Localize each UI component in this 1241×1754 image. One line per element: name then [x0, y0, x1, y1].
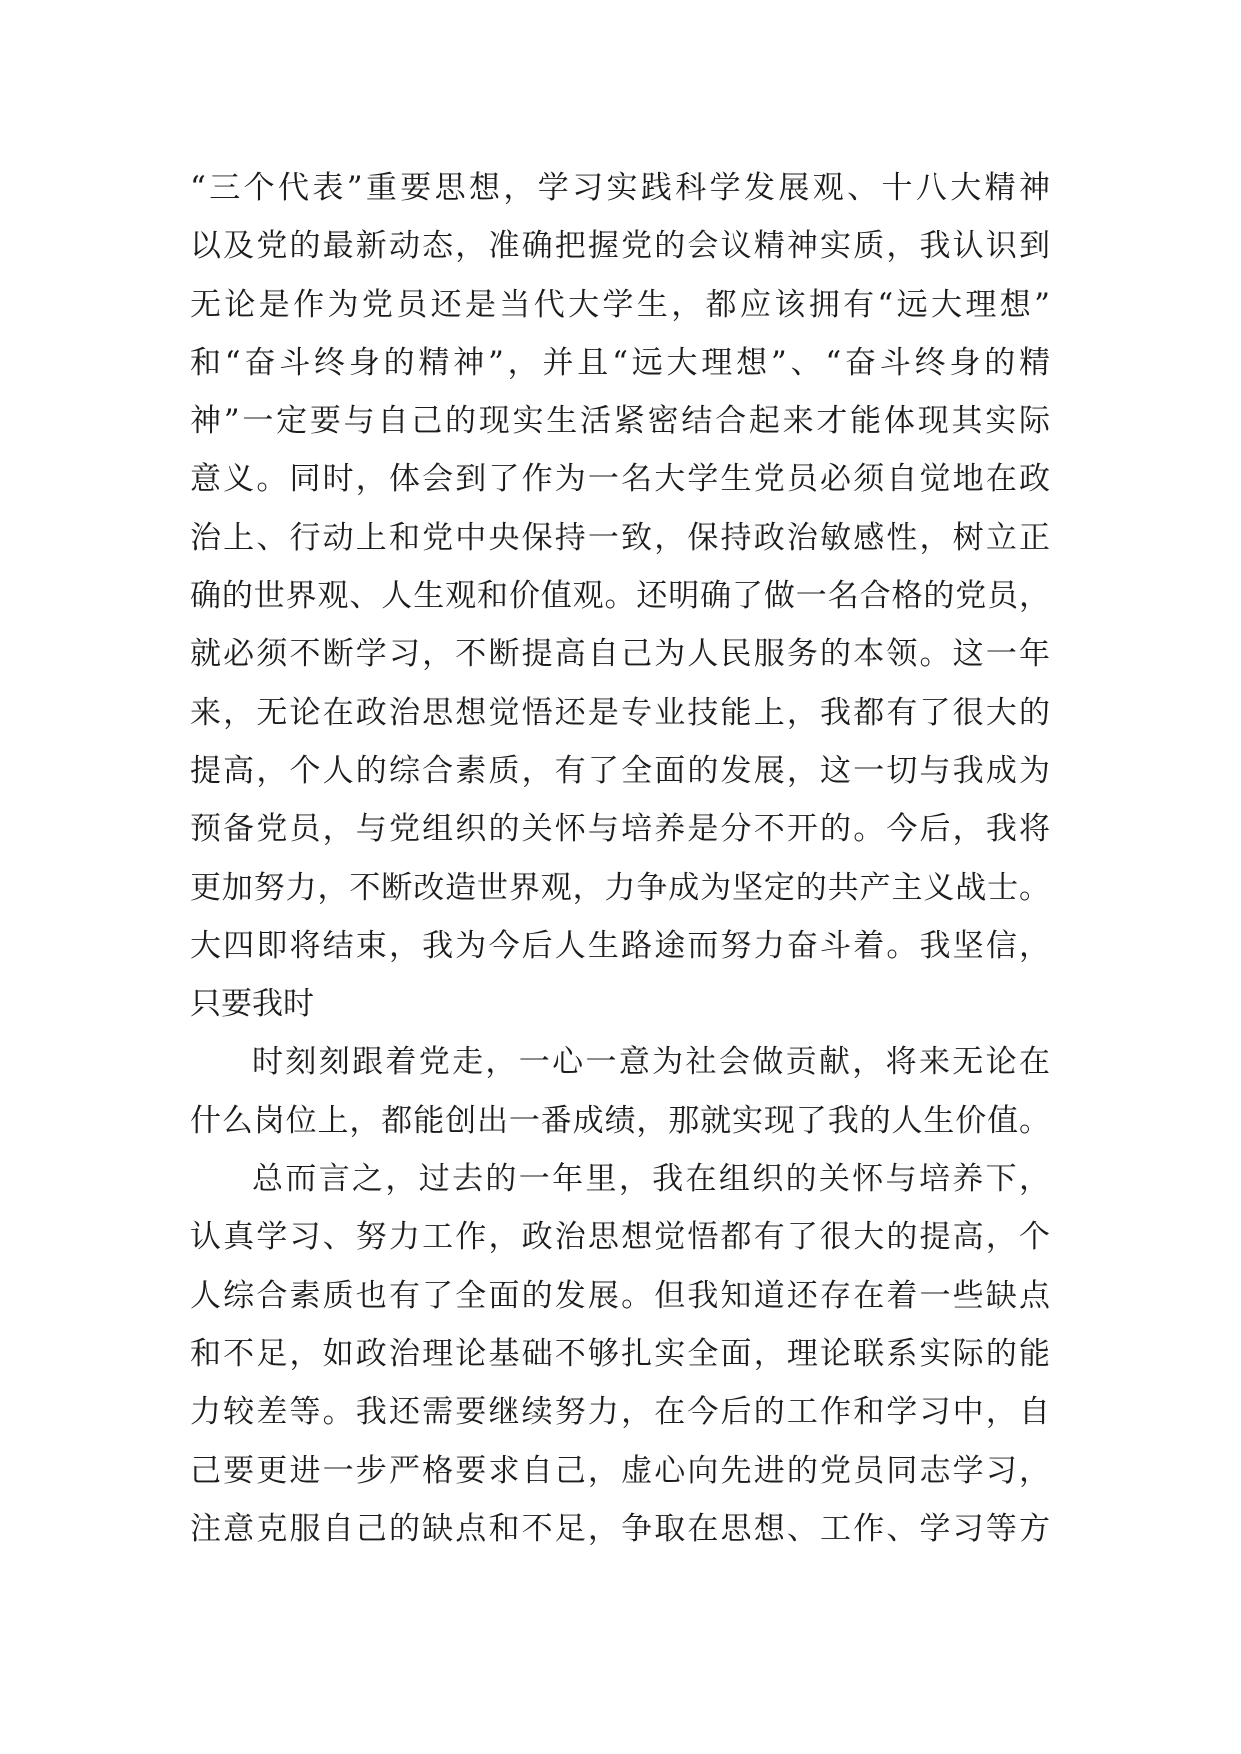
text-line: 神”一定要与自己的现实生活紧密结合起来才能体现其实际	[190, 403, 1050, 440]
text-line: 己要更进一步严格要求自己，虚心向先进的党员同志学习，	[190, 1452, 1050, 1489]
text-line: 只要我时	[190, 986, 314, 1023]
text-line: 认真学习、努力工作，政治思想觉悟都有了很大的提高，个	[190, 1219, 1050, 1256]
text-line: 以及党的最新动态，准确把握党的会议精神实质，我认识到	[190, 228, 1050, 265]
text-line: 什么岗位上，都能创出一番成绩，那就实现了我的人生价值。	[190, 1102, 1050, 1139]
text-line: 就必须不断学习，不断提高自己为人民服务的本领。这一年	[190, 636, 1050, 673]
document-body	[190, 159, 1050, 1558]
text-line: 更加努力，不断改造世界观，力争成为坚定的共产主义战士。	[190, 869, 1050, 906]
text-line: 确的世界观、人生观和价值观。还明确了做一名合格的党员，	[190, 578, 1050, 615]
text-line: 预备党员，与党组织的关怀与培养是分不开的。今后，我将	[190, 811, 1050, 848]
text-line: 意义。同时，体会到了作为一名大学生党员必须自觉地在政	[190, 461, 1050, 498]
text-line: 来，无论在政治思想觉悟还是专业技能上，我都有了很大的	[190, 694, 1050, 731]
text-line: 总而言之，过去的一年里，我在组织的关怀与培养下，	[252, 1161, 1050, 1198]
text-line: 时刻刻跟着党走，一心一意为社会做贡献，将来无论在	[252, 1044, 1050, 1081]
text-line: 人综合素质也有了全面的发展。但我知道还存在着一些缺点	[190, 1277, 1050, 1314]
text-line: “三个代表”重要思想，学习实践科学发展观、十八大精神	[190, 170, 1050, 206]
text-line: 力较差等。我还需要继续努力，在今后的工作和学习中，自	[190, 1394, 1050, 1431]
text-line: 大四即将结束，我为今后人生路途而努力奋斗着。我坚信，	[190, 927, 1050, 964]
text-line: 注意克服自己的缺点和不足，争取在思想、工作、学习等方	[190, 1510, 1050, 1547]
text-line: 和“奋斗终身的精神”，并且“远大理想”、“奋斗终身的精	[190, 344, 1050, 381]
text-line: 和不足，如政治理论基础不够扎实全面，理论联系实际的能	[190, 1335, 1050, 1372]
text-line: 提高，个人的综合素质，有了全面的发展，这一切与我成为	[190, 752, 1050, 789]
text-line: 无论是作为党员还是当代大学生，都应该拥有“远大理想”	[190, 286, 1050, 323]
text-line: 治上、行动上和党中央保持一致，保持政治敏感性，树立正	[190, 519, 1050, 556]
